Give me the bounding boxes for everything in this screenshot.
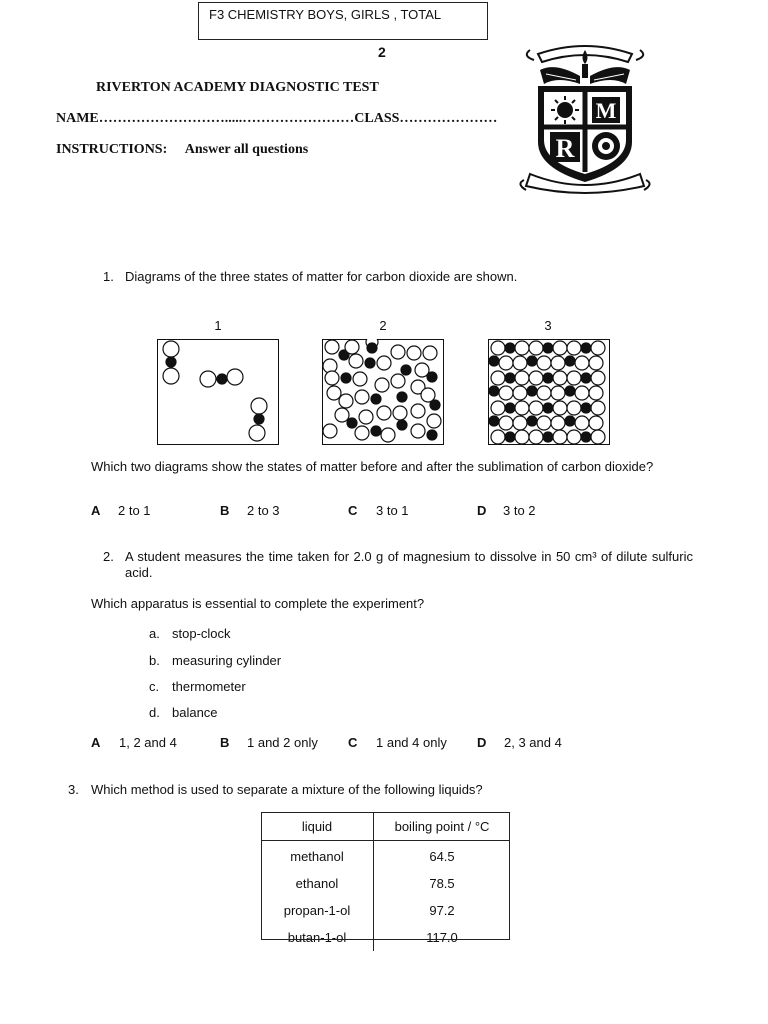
q1-option-a-letter: A <box>91 503 101 518</box>
q3-number: 3. <box>68 782 79 797</box>
table-row <box>261 924 510 951</box>
q2-item-text: stop-clock <box>172 626 231 641</box>
page-number: 2 <box>378 44 386 60</box>
q2-option-a[interactable]: 1, 2 and 4 <box>119 735 177 750</box>
q2-item-text: balance <box>172 705 218 720</box>
diagram-label-1: 1 <box>214 318 222 333</box>
table-row <box>261 841 510 871</box>
table-cell-liquid: propan-1-ol <box>261 897 374 924</box>
q1-option-b[interactable]: 2 to 3 <box>247 503 280 518</box>
table-row <box>261 897 510 924</box>
diagram-gas <box>157 339 279 445</box>
table-cell-boiling-point: 64.5 <box>429 849 455 864</box>
school-crest-icon <box>510 40 660 195</box>
q1-text: Diagrams of the three states of matter for carbon dioxide are shown. <box>125 269 518 284</box>
instructions-label: INSTRUCTIONS: <box>56 142 168 157</box>
diagram-liquid <box>322 339 444 445</box>
table-cell-liquid: methanol <box>261 841 374 871</box>
q3-text: Which method is used to separate a mixture of the following liquids? <box>91 782 483 797</box>
svg-text:M: M <box>595 98 617 123</box>
q1-question: Which two diagrams show the states of matter before and after the sublimation of carbon dioxide? <box>91 459 654 474</box>
table-header-row <box>261 812 510 841</box>
q2-option-b[interactable]: 1 and 2 only <box>247 735 318 750</box>
instructions-text: Answer all questions <box>184 142 309 157</box>
q2-item-label: a. <box>149 626 160 641</box>
q1-option-c[interactable]: 3 to 1 <box>376 503 409 518</box>
boiling-point-table <box>261 812 510 951</box>
q1-option-b-letter: B <box>220 503 230 518</box>
table-cell-liquid: butan-1-ol <box>261 924 374 951</box>
q1-option-d-letter: D <box>477 503 487 518</box>
diagram-solid <box>488 339 610 445</box>
q2-item-text: measuring cylinder <box>172 653 282 668</box>
q2-option-c[interactable]: 1 and 4 only <box>376 735 447 750</box>
table-row <box>261 870 510 897</box>
name-class-line: NAME……………………….....……………………CLASS………………… <box>56 111 498 126</box>
instructions <box>56 142 308 158</box>
table-header-liquid: liquid <box>261 812 374 841</box>
table-cell-boiling-point: 78.5 <box>429 876 455 891</box>
q1-number: 1. <box>103 269 114 284</box>
table-header-boiling-point: boiling point / °C <box>374 812 511 841</box>
q2-option-a-letter: A <box>91 735 101 750</box>
q1-option-a[interactable]: 2 to 1 <box>118 503 151 518</box>
q2-option-d-letter: D <box>477 735 487 750</box>
q2-item-label: d. <box>149 705 160 720</box>
diagram-label-3: 3 <box>544 318 552 333</box>
q2-option-b-letter: B <box>220 735 230 750</box>
table-cell-boiling-point: 117.0 <box>426 930 458 945</box>
q1-option-d[interactable]: 3 to 2 <box>503 503 536 518</box>
q2-option-d[interactable]: 2, 3 and 4 <box>504 735 562 750</box>
table-cell-liquid: ethanol <box>261 870 374 897</box>
school-title: RIVERTON ACADEMY DIAGNOSTIC TEST <box>96 80 379 95</box>
header-box <box>198 2 488 40</box>
q2-item-label: c. <box>149 679 160 694</box>
q2-option-c-letter: C <box>348 735 358 750</box>
diagram-label-2: 2 <box>379 318 387 333</box>
header-box-text: F3 CHEMISTRY BOYS, GIRLS , TOTAL <box>209 7 442 22</box>
svg-text:R: R <box>555 134 575 163</box>
q2-item-text: thermometer <box>172 679 246 694</box>
q2-question: Which apparatus is essential to complete the experiment? <box>91 596 425 611</box>
table-cell-boiling-point: 97.2 <box>429 903 455 918</box>
q2-text: A student measures the time taken for 2.0 g of magnesium to dissolve in 50 cm³ of dilute sulfuric acid. <box>125 549 693 580</box>
q2-item-label: b. <box>149 653 160 668</box>
q2-number: 2. <box>103 549 114 564</box>
q1-option-c-letter: C <box>348 503 358 518</box>
